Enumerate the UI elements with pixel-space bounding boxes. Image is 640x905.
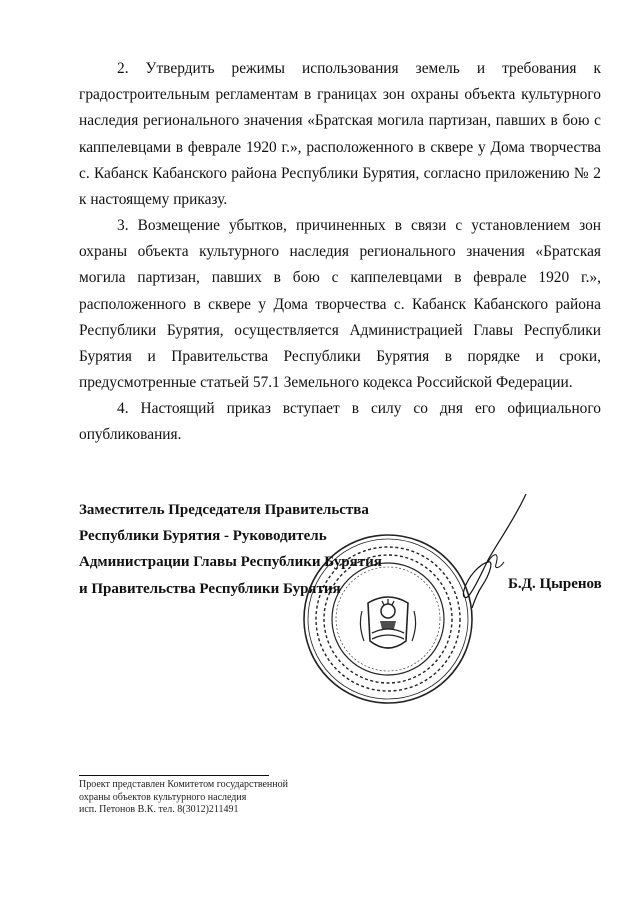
signatory-name: Б.Д. Цыренов (508, 576, 602, 592)
signatory-title-line: и Правительства Республики Бурятия (79, 580, 341, 597)
footnote-divider (79, 775, 269, 776)
signatory-title-line: Администрации Главы Республики Бурятия (79, 554, 382, 571)
footnote-line: Проект представлен Комитетом государственной (79, 779, 288, 790)
footnote-line: исп. Петонов В.К. тел. 8(3012)211491 (79, 804, 239, 815)
paragraph-4: 4. Настоящий приказ вступает в силу со дня его официального опубликования. (79, 400, 601, 444)
paragraph-2: 2. Утвердить режимы использования земель и требования к градостроительным регламентам в границах зон охраны объекта культурного наследия регионального значения «Братская могила партизан, павших в бою с каппелевцами в феврале 1920 г.», расположенного в сквере у Дома творчества с. Кабанск Кабанского района Республики Бурятия, согласно приложению № 2 к настоящему приказу. (79, 60, 601, 209)
signatory-title-line: Заместитель Председателя Правительства (79, 502, 369, 518)
paragraph-3: 3. Возмещение убытков, причиненных в связи с установлением зон охраны объекта культурного наследия регионального значения «Братская могила партизан, павших в бою с каппелевцами в феврале 1920 г.», расположенного в сквере у Дома творчества с. Кабанск Кабанского района Республики Бурятия, осуществляется Администрацией Главы Республики Бурятия и Правительства Республики Бурятия в порядке и сроки, предусмотренные статьей 57.1 Земельного кодекса Российской Федерации. (79, 217, 601, 392)
signatory-title-line: Республики Бурятия - Руководитель (79, 528, 327, 545)
footnote (79, 779, 288, 817)
footnote-line: охраны объектов культурного наследия (79, 791, 247, 803)
